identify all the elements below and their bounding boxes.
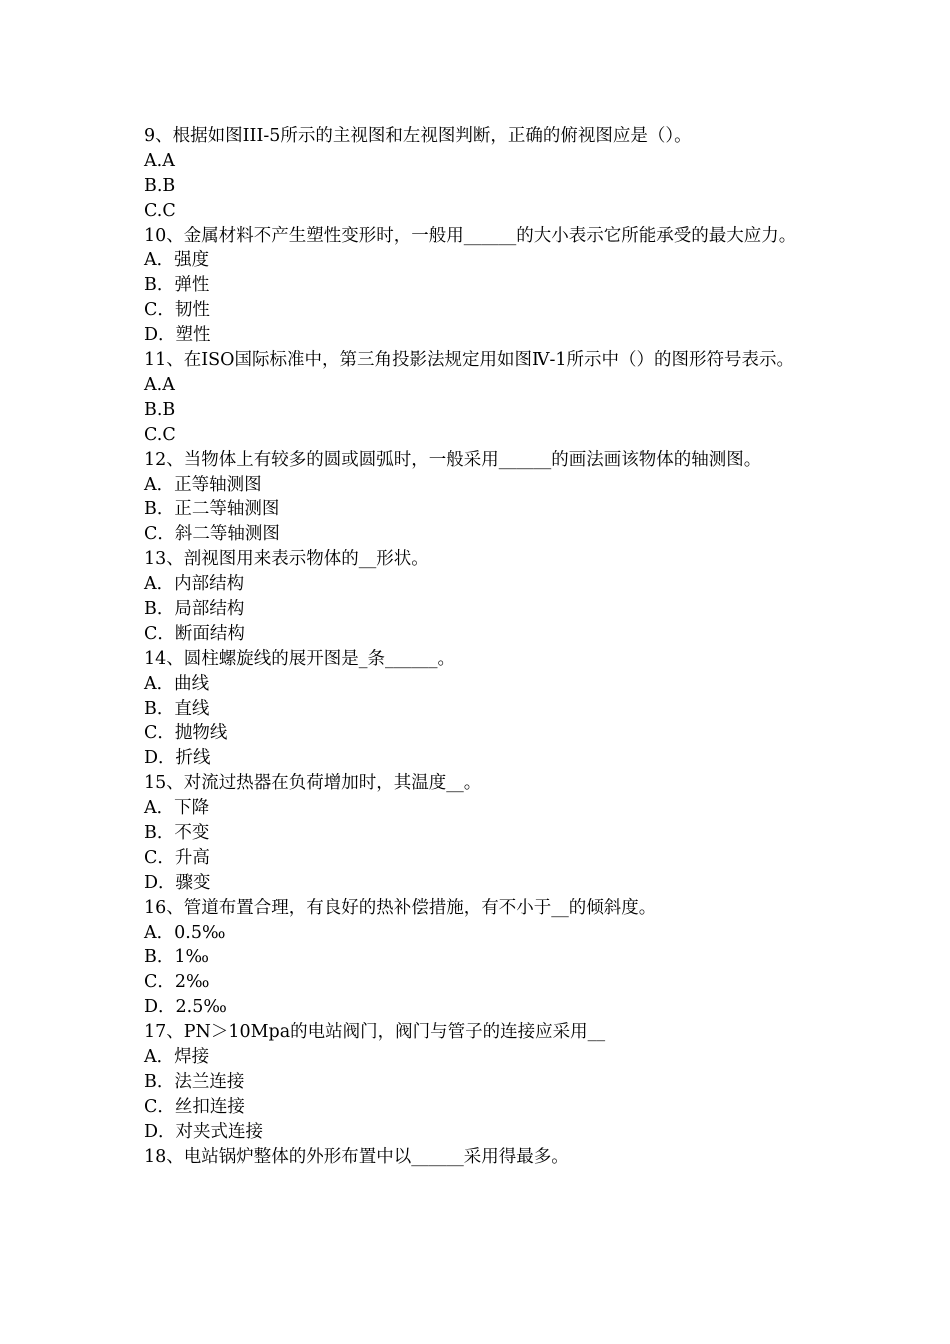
option-a: A.A bbox=[144, 374, 175, 395]
question-15 bbox=[144, 771, 812, 895]
option-a: A．焊接 bbox=[144, 1046, 210, 1067]
option-b: B．法兰连接 bbox=[144, 1071, 245, 1092]
option-b: B．正二等轴测图 bbox=[144, 499, 280, 520]
option-d: D．塑性 bbox=[144, 325, 211, 346]
question-stem: 17、PN＞10Mpa的电站阀门，阀门与管子的连接应采用__ bbox=[144, 1022, 606, 1043]
option-c: C．2‰ bbox=[144, 972, 210, 993]
option-d: D．对夹式连接 bbox=[144, 1121, 264, 1142]
question-stem: 11、在ISO国际标准中，第三角投影法规定用如图Ⅳ-1所示中（）的图形符号表示。 bbox=[144, 350, 795, 371]
question-12 bbox=[144, 448, 812, 548]
question-stem: 14、圆柱螺旋线的展开图是_条______。 bbox=[144, 648, 456, 669]
question-stem: 15、对流过热器在负荷增加时，其温度__。 bbox=[144, 773, 482, 794]
option-a: A．0.5‰ bbox=[144, 922, 226, 943]
option-a: A．内部结构 bbox=[144, 574, 245, 595]
option-c: C．韧性 bbox=[144, 300, 210, 321]
option-d: D．骤变 bbox=[144, 872, 211, 893]
option-c: C.C bbox=[144, 200, 176, 221]
question-16 bbox=[144, 896, 812, 1020]
option-c: C．断面结构 bbox=[144, 623, 245, 644]
option-a: A．正等轴测图 bbox=[144, 474, 262, 495]
question-stem: 16、管道布置合理，有良好的热补偿措施，有不小于__的倾斜度。 bbox=[144, 897, 657, 918]
option-a: A.A bbox=[144, 150, 175, 171]
option-c: C．丝扣连接 bbox=[144, 1096, 245, 1117]
question-stem: 18、电站锅炉整体的外形布置中以______采用得最多。 bbox=[144, 1146, 569, 1167]
option-d: D．2.5‰ bbox=[144, 997, 227, 1018]
question-10 bbox=[144, 224, 812, 348]
option-b: B.B bbox=[144, 399, 176, 420]
question-18 bbox=[144, 1145, 812, 1170]
option-c: C．斜二等轴测图 bbox=[144, 524, 280, 545]
option-a: A．曲线 bbox=[144, 673, 210, 694]
option-c: C．升高 bbox=[144, 847, 210, 868]
option-a: A．下降 bbox=[144, 798, 210, 819]
question-13 bbox=[144, 547, 812, 647]
question-stem: 12、当物体上有较多的圆或圆弧时，一般采用______的画法画该物体的轴测图。 bbox=[144, 449, 762, 470]
option-b: B．弹性 bbox=[144, 275, 210, 296]
question-11 bbox=[144, 348, 812, 448]
document-page bbox=[144, 124, 812, 1169]
question-9 bbox=[144, 124, 812, 224]
question-stem: 13、剖视图用来表示物体的__形状。 bbox=[144, 549, 429, 570]
option-b: B．直线 bbox=[144, 698, 210, 719]
option-b: B．1‰ bbox=[144, 947, 209, 968]
question-stem: 9、根据如图III-5所示的主视图和左视图判断，正确的俯视图应是（）。 bbox=[144, 126, 692, 146]
option-b: B．不变 bbox=[144, 822, 210, 843]
option-b: B．局部结构 bbox=[144, 598, 245, 619]
question-stem: 10、金属材料不产生塑性变形时，一般用______的大小表示它所能承受的最大应力。 bbox=[144, 225, 797, 246]
option-c: C．抛物线 bbox=[144, 723, 228, 744]
option-b: B.B bbox=[144, 175, 176, 196]
option-c: C.C bbox=[144, 424, 176, 445]
question-17 bbox=[144, 1020, 812, 1144]
option-a: A．强度 bbox=[144, 250, 210, 271]
question-14 bbox=[144, 647, 812, 771]
option-d: D．折线 bbox=[144, 748, 211, 769]
